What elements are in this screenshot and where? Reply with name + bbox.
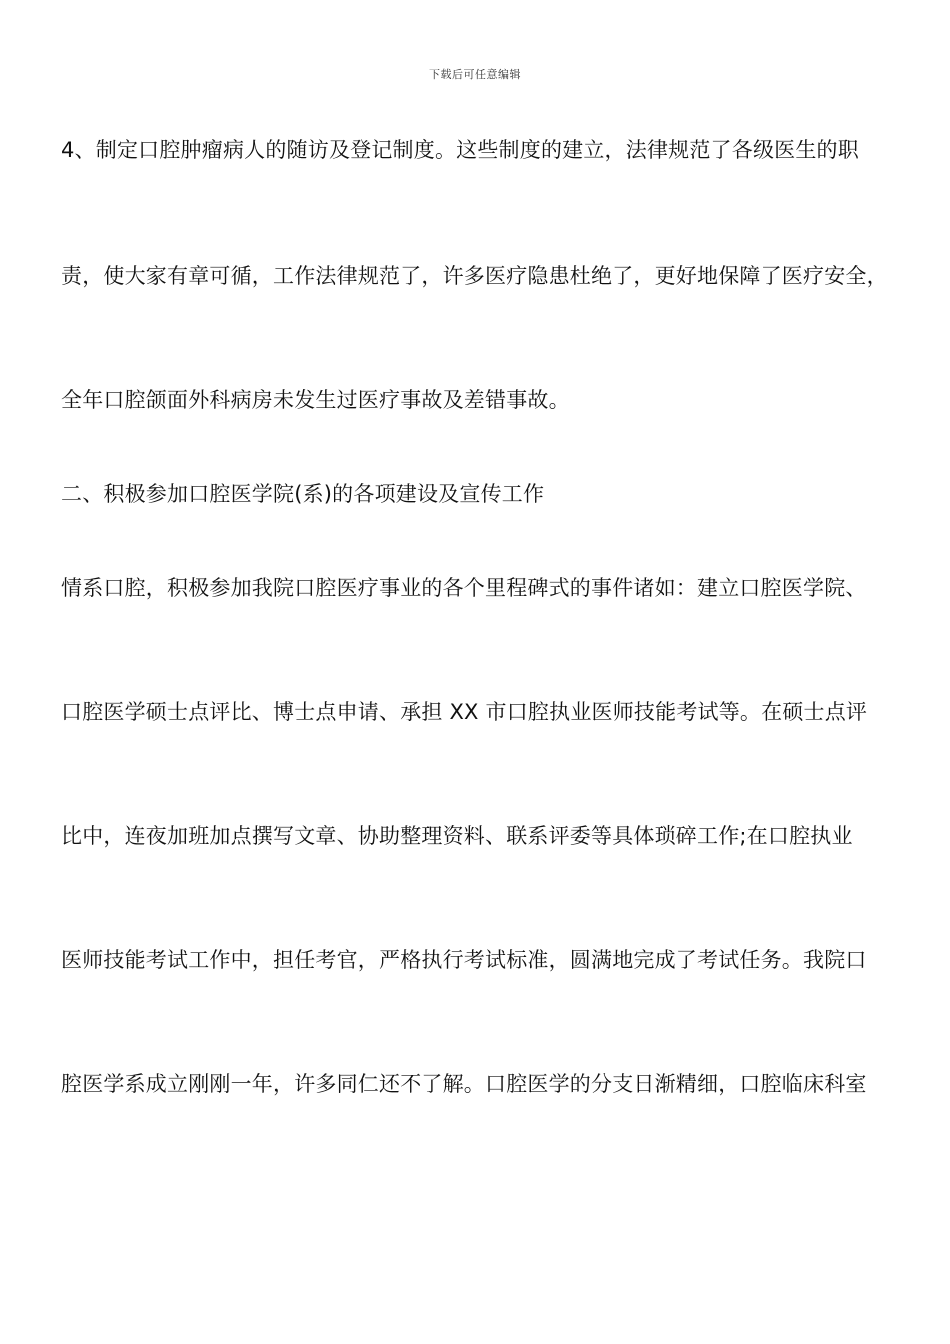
- body-line-7: 比中，连夜加班加点撰写文章、协助整理资料、联系评委等具体琐碎工作;在口腔执业: [61, 824, 853, 848]
- section-heading: 二、积极参加口腔医学院(系)的各项建设及宣传工作: [61, 482, 545, 506]
- body-line-5: 情系口腔，积极参加我院口腔医疗事业的各个里程碑式的事件诸如：建立口腔医学院、: [61, 576, 867, 600]
- page-header-note: 下载后可任意编辑: [429, 68, 521, 81]
- body-line-2: 责，使大家有章可循，工作法律规范了，许多医疗隐患杜绝了，更好地保障了医疗安全，: [61, 264, 888, 288]
- body-line-3: 全年口腔颌面外科病房未发生过医疗事故及差错事故。: [61, 388, 570, 412]
- body-line-8: 医师技能考试工作中，担任考官，严格执行考试标准，圆满地完成了考试任务。我院口: [61, 948, 867, 972]
- body-line-9: 腔医学系成立刚刚一年，许多同仁还不了解。口腔医学的分支日渐精细，口腔临床科室: [61, 1072, 867, 1096]
- body-line-6: 口腔医学硕士点评比、博士点申请、承担 XX 市口腔执业医师技能考试等。在硕士点评: [61, 700, 868, 724]
- body-line-1: 4、制定口腔肿瘤病人的随访及登记制度。这些制度的建立，法律规范了各级医生的职: [61, 138, 859, 162]
